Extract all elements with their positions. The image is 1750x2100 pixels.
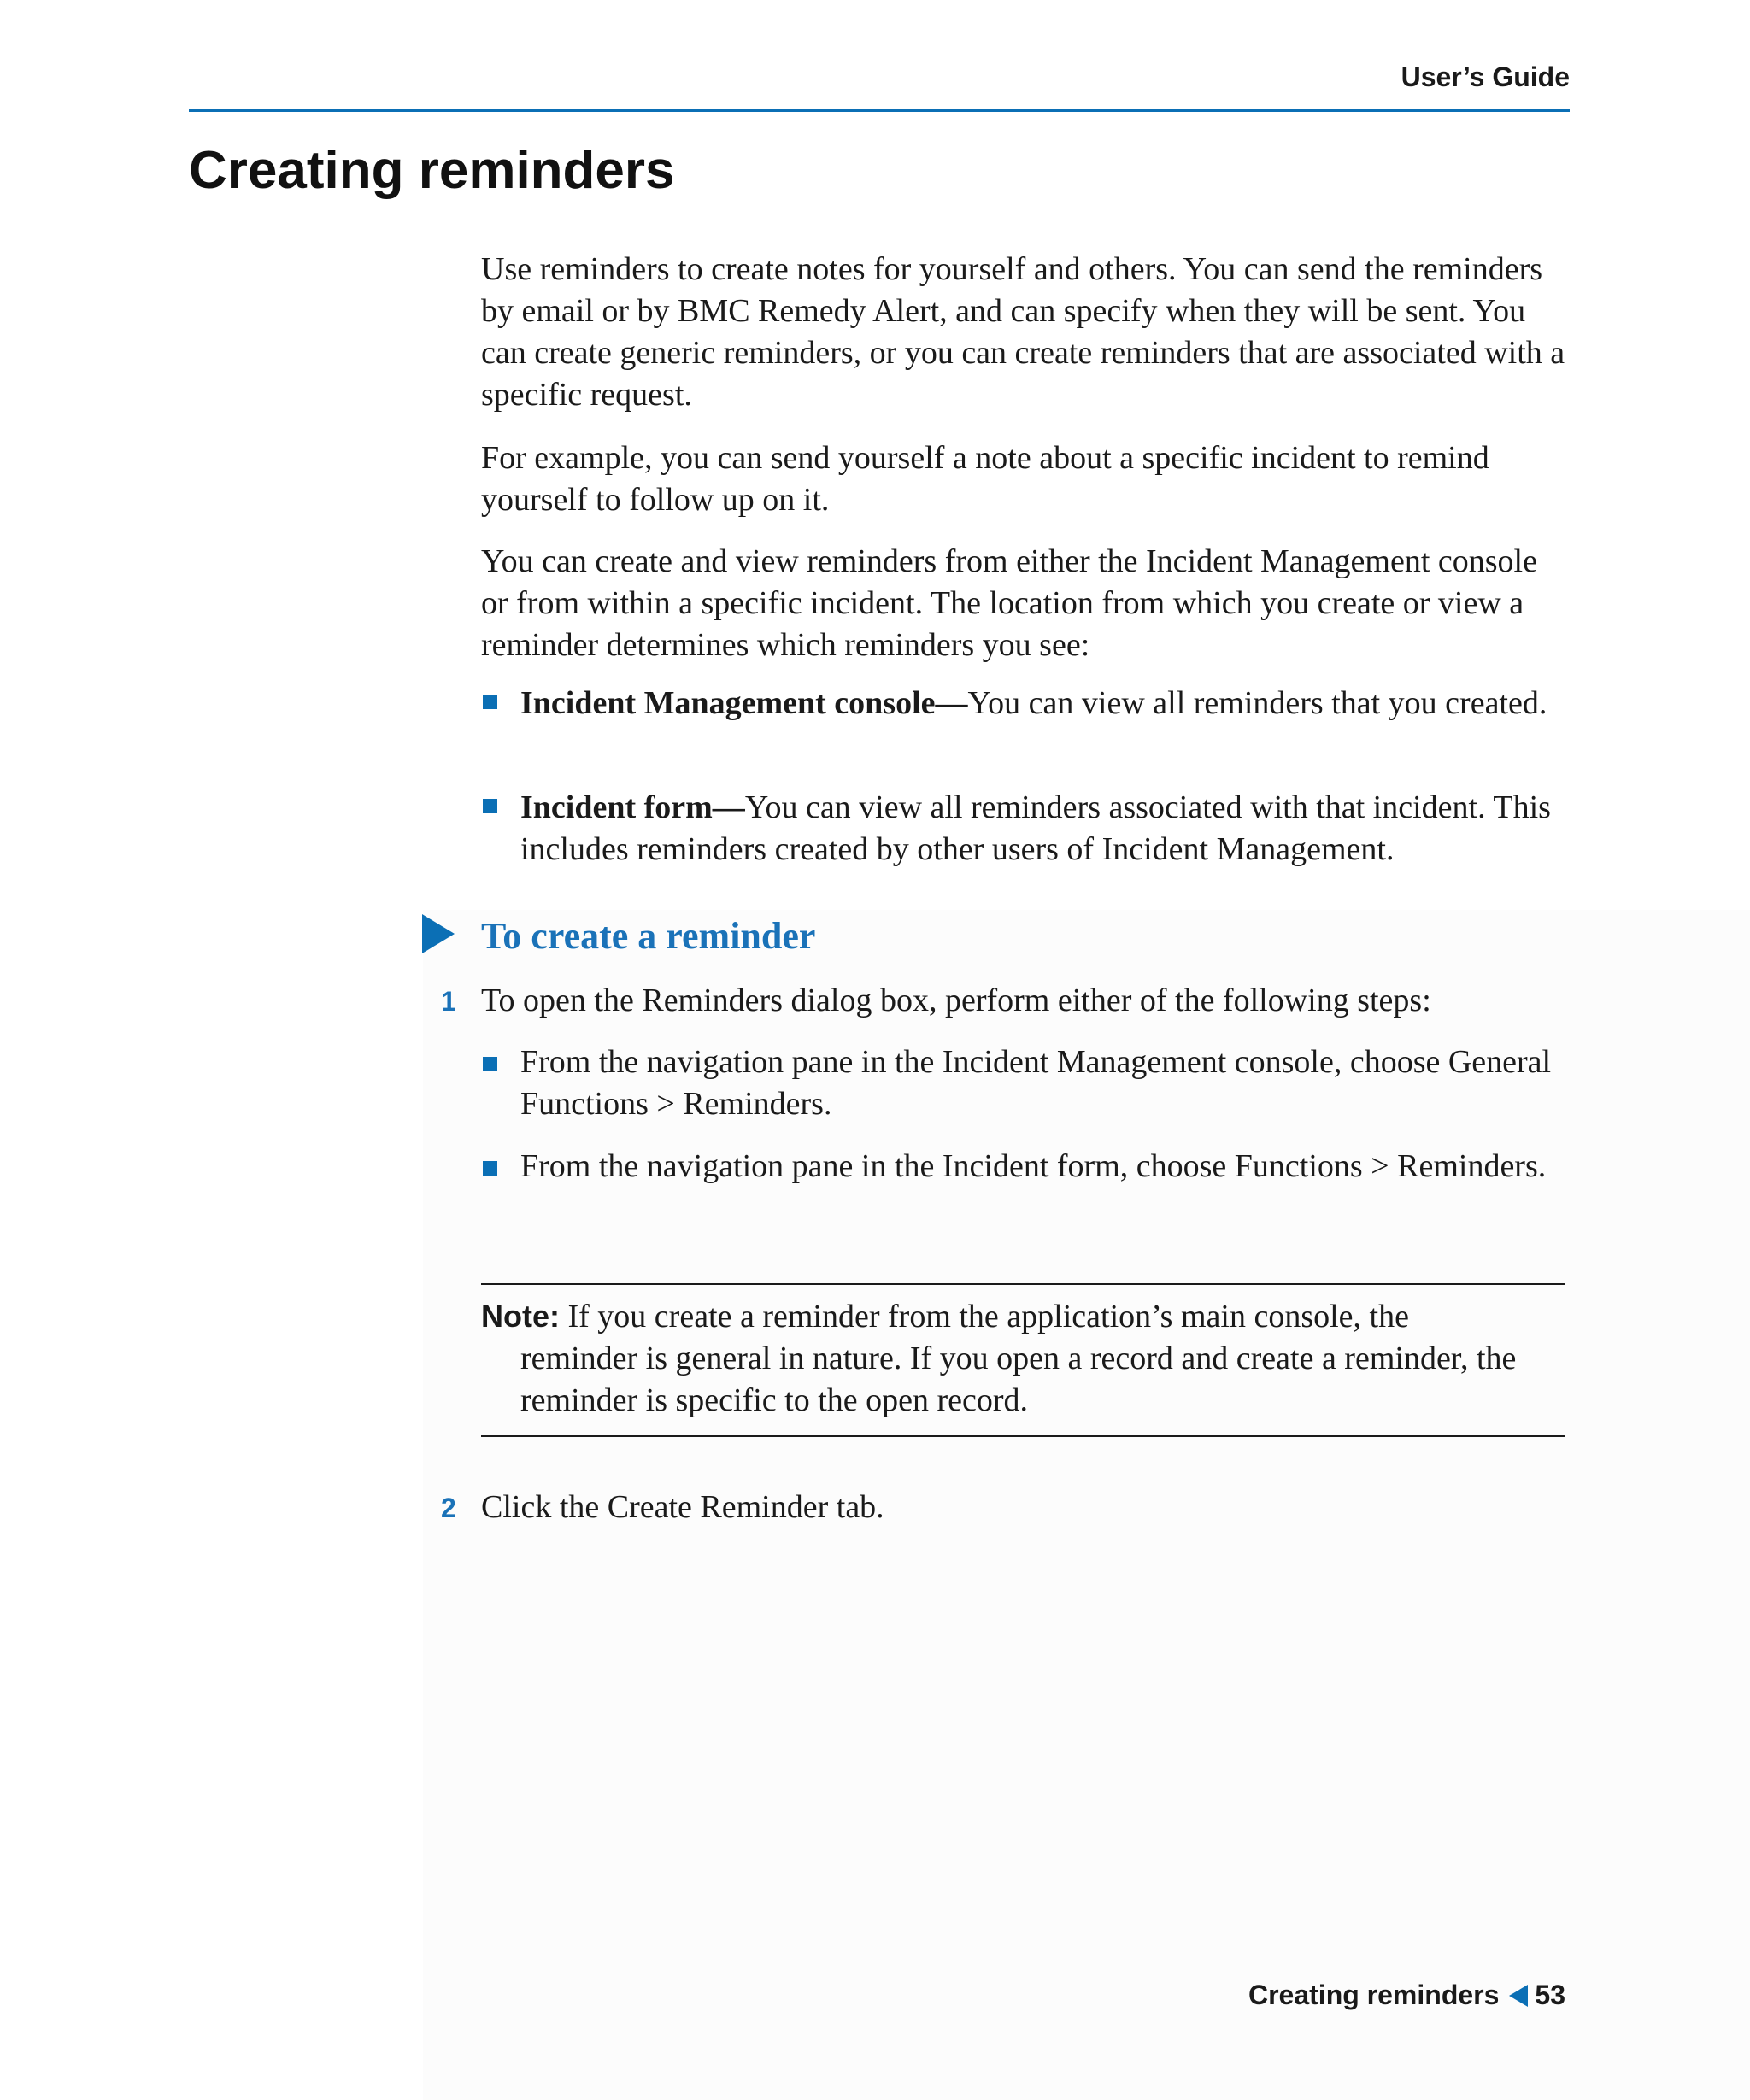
note-block — [481, 1295, 1571, 1422]
running-header: User’s Guide — [1401, 62, 1570, 92]
bullet-item-form — [520, 787, 1571, 871]
note-first-line — [481, 1295, 1571, 1338]
procedure-arrow-icon — [422, 914, 455, 953]
procedure-heading: To create a reminder — [481, 915, 816, 957]
page-number: 53 — [1535, 1980, 1565, 2010]
step-number: 2 — [441, 1493, 456, 1523]
intro-paragraph: Use reminders to create notes for yourself and others. You can send the reminders by email or by BMC Remedy Alert, and can specify when they will be sent. You can create generic reminders, or you can create reminders that are associated with a specific request. — [481, 251, 1565, 413]
bullet-description: You can view all reminders that you created. — [967, 685, 1547, 721]
location-paragraph: You can create and view reminders from either the Incident Management console or from within a specific incident. The location from which you create or view a reminder determines which reminders you see: — [481, 543, 1537, 663]
substep-item: From the navigation pane in the Incident Management console, choose General Functions > Reminders. — [520, 1044, 1552, 1122]
footer-arrow-icon — [1509, 1985, 1528, 2007]
step-number: 1 — [441, 986, 456, 1017]
bullet-term: Incident Management console— — [520, 685, 968, 721]
step-text: To open the Reminders dialog box, perform either of the following steps: — [481, 983, 1431, 1018]
bullet-square-icon — [483, 695, 497, 709]
page-title: Creating reminders — [189, 141, 675, 200]
footer-section-title: Creating reminders — [1248, 1980, 1500, 2010]
step-text: Click the Create Reminder tab. — [481, 1489, 884, 1525]
substep-item: From the navigation pane in the Incident form, choose Functions > Reminders. — [520, 1148, 1547, 1184]
bullet-item-console — [520, 683, 1571, 724]
note-bottom-rule — [481, 1435, 1565, 1437]
bullet-term: Incident form— — [520, 789, 745, 825]
note-label: Note: — [481, 1299, 560, 1334]
bullet-square-icon — [483, 1161, 497, 1176]
bullet-square-icon — [483, 799, 497, 813]
note-continuation: reminder is general in nature. If you open a record and create a reminder, the reminder is specific to the open record. — [520, 1340, 1517, 1418]
note-top-rule — [481, 1283, 1565, 1285]
page-footer — [1248, 1980, 1565, 2011]
bullet-square-icon — [483, 1057, 497, 1071]
example-paragraph: For example, you can send yourself a note about a specific incident to remind yourself to follow up on it. — [481, 440, 1489, 518]
note-text: If you create a reminder from the application’s main console, the — [567, 1299, 1409, 1334]
header-rule — [189, 109, 1570, 112]
bullet-description: You can view all reminders associated with that incident. This includes reminders created by other users of Incident Management. — [520, 789, 1551, 867]
